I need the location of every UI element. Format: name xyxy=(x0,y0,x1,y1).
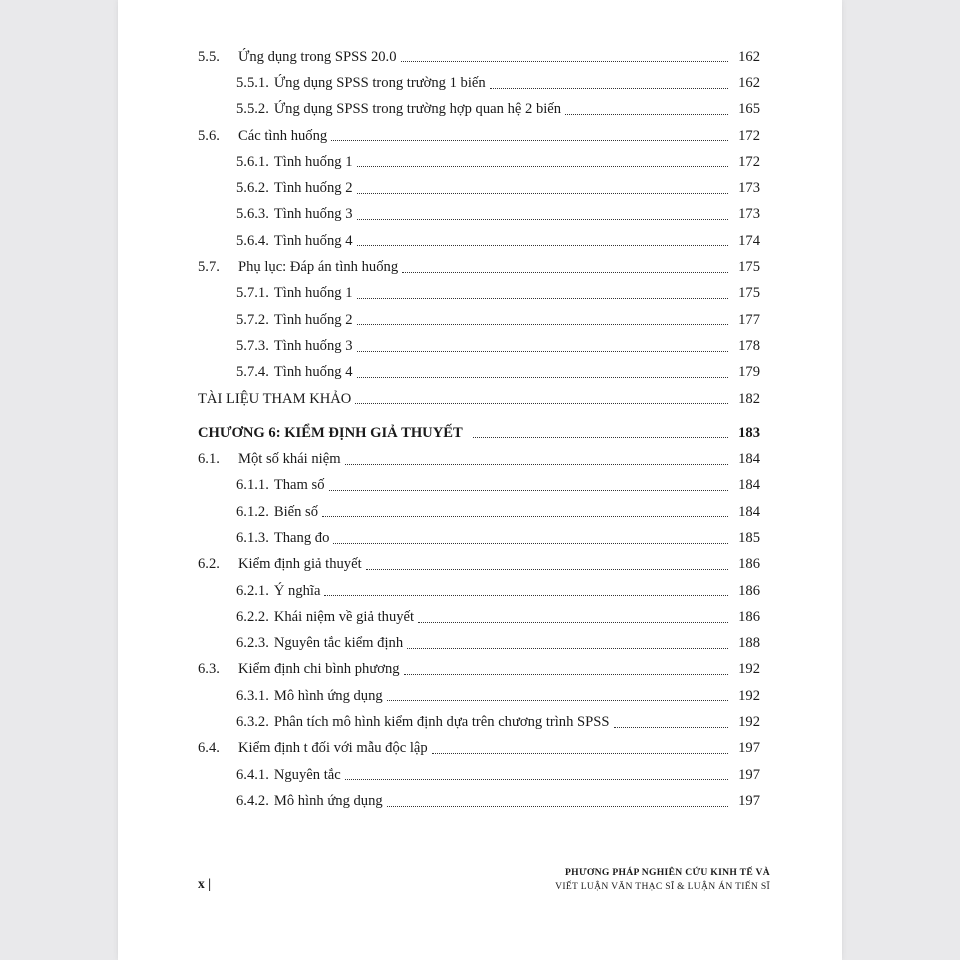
dot-leader xyxy=(324,595,728,596)
toc-entry xyxy=(198,446,760,472)
toc-entry-number: 5.6.2. xyxy=(236,180,269,197)
toc-entry xyxy=(198,360,760,386)
dot-leader xyxy=(357,298,729,299)
toc-entry xyxy=(198,709,760,735)
dot-leader xyxy=(357,245,729,246)
toc-entry-page: 192 xyxy=(738,687,760,704)
toc-entry xyxy=(198,44,760,70)
dot-leader xyxy=(357,166,729,167)
dot-leader xyxy=(333,543,728,544)
toc-entry xyxy=(198,202,760,228)
dot-leader xyxy=(407,648,728,649)
toc-entry-page: 177 xyxy=(738,311,760,328)
footer-title-line-1: PHƯƠNG PHÁP NGHIÊN CỨU KINH TẾ VÀ xyxy=(565,867,770,878)
dot-leader xyxy=(355,403,728,404)
toc-entry-title: TÀI LIỆU THAM KHẢO xyxy=(198,390,352,407)
dot-leader xyxy=(401,61,728,62)
dot-leader xyxy=(357,193,729,194)
toc-entry-page: 197 xyxy=(738,766,760,783)
toc-entry-page: 183 xyxy=(738,424,760,441)
toc-entry-title: Thang đo xyxy=(273,529,330,546)
toc-entry-page: 173 xyxy=(738,180,760,197)
toc-entry-page: 173 xyxy=(738,206,760,223)
toc-entry-page: 175 xyxy=(738,285,760,302)
toc-entry-title: Một số khái niệm xyxy=(238,451,341,468)
toc-entry xyxy=(198,420,760,446)
toc-entry-title: Nguyên tắc xyxy=(273,766,341,783)
toc-entry-number: 6.1.3. xyxy=(236,529,269,546)
toc-entry-number: 5.7.2. xyxy=(236,311,269,328)
dot-leader xyxy=(614,727,728,728)
toc-entry-title: Ứng dụng SPSS trong trường hợp quan hệ 2 biến xyxy=(273,101,562,118)
toc-entry-title: Tình huống 2 xyxy=(273,311,353,328)
dot-leader xyxy=(387,700,728,701)
toc-entry xyxy=(198,631,760,657)
toc-entry-number: 6.3. xyxy=(198,661,220,678)
toc-entry xyxy=(198,386,760,412)
toc-entry-page: 188 xyxy=(738,635,760,652)
dot-leader xyxy=(402,272,728,273)
toc-entry-page: 172 xyxy=(738,127,760,144)
toc-entry-title: Phụ lục: Đáp án tình huống xyxy=(238,259,399,276)
dot-leader xyxy=(490,88,728,89)
toc-entry-title: Kiểm định t đối với mẫu độc lập xyxy=(238,740,428,757)
toc-entry-title: Mô hình ứng dụng xyxy=(273,792,383,809)
toc-entry-title: Biến số xyxy=(273,503,319,520)
toc-entry-number: 5.7. xyxy=(198,259,220,276)
toc-entry-page: 185 xyxy=(738,529,760,546)
toc-entry-number: 5.6. xyxy=(198,127,220,144)
toc-entry xyxy=(198,307,760,333)
toc-entry xyxy=(198,499,760,525)
document-page xyxy=(118,0,842,960)
toc-entry xyxy=(198,70,760,96)
page-number: x | xyxy=(198,876,212,891)
toc-entry-page: 179 xyxy=(738,364,760,381)
toc-entry-page: 174 xyxy=(738,232,760,249)
toc-entry-number: 5.7.4. xyxy=(236,364,269,381)
toc-entry-title: Ý nghĩa xyxy=(273,582,321,599)
dot-leader xyxy=(473,437,728,438)
toc-entry-page: 184 xyxy=(738,503,760,520)
toc-entry-number: 5.7.1. xyxy=(236,285,269,302)
toc-entry xyxy=(198,736,760,762)
toc-entry xyxy=(198,281,760,307)
toc-entry-number: 6.1.2. xyxy=(236,503,269,520)
toc-entry-page: 197 xyxy=(738,792,760,809)
toc-entry-page: 182 xyxy=(738,390,760,407)
dot-leader xyxy=(357,377,729,378)
toc-entry-page: 178 xyxy=(738,337,760,354)
toc-entry-title: Ứng dụng trong SPSS 20.0 xyxy=(238,48,397,65)
toc-entry xyxy=(198,123,760,149)
dot-leader xyxy=(418,622,728,623)
toc-entry xyxy=(198,552,760,578)
toc-entry-title: Mô hình ứng dụng xyxy=(273,687,383,704)
toc-entry-number: 6.3.1. xyxy=(236,687,269,704)
toc-entry xyxy=(198,762,760,788)
dot-leader xyxy=(404,674,728,675)
dot-leader xyxy=(357,219,729,220)
dot-leader xyxy=(331,140,728,141)
toc-entry-page: 192 xyxy=(738,714,760,731)
toc-entry-number: 6.1.1. xyxy=(236,477,269,494)
running-footer xyxy=(555,866,770,894)
toc-entry-number: 5.6.3. xyxy=(236,206,269,223)
toc-entry-number: 6.2.1. xyxy=(236,582,269,599)
toc-entry-number: 5.6.4. xyxy=(236,232,269,249)
toc-entry-page: 172 xyxy=(738,153,760,170)
table-of-contents xyxy=(198,44,760,815)
toc-entry xyxy=(198,228,760,254)
toc-entry-number: 6.3.2. xyxy=(236,714,269,731)
toc-entry-page: 186 xyxy=(738,582,760,599)
toc-entry-title: CHƯƠNG 6: KIỂM ĐỊNH GIẢ THUYẾT xyxy=(198,424,463,441)
toc-entry-page: 197 xyxy=(738,740,760,757)
dot-leader xyxy=(565,114,728,115)
toc-entry-number: 5.5.1. xyxy=(236,74,269,91)
toc-entry xyxy=(198,578,760,604)
toc-entry-page: 186 xyxy=(738,556,760,573)
toc-entry xyxy=(198,149,760,175)
toc-entry-number: 5.5. xyxy=(198,48,220,65)
toc-entry xyxy=(198,175,760,201)
dot-leader xyxy=(357,324,729,325)
dot-leader xyxy=(366,569,728,570)
toc-entry xyxy=(198,473,760,499)
toc-entry-number: 6.1. xyxy=(198,451,220,468)
toc-entry-number: 5.5.2. xyxy=(236,101,269,118)
toc-entry xyxy=(198,604,760,630)
toc-entry-title: Ứng dụng SPSS trong trường 1 biến xyxy=(273,74,486,91)
toc-entry-title: Các tình huống xyxy=(238,127,328,144)
dot-leader xyxy=(432,753,728,754)
toc-entry-title: Tình huống 4 xyxy=(273,232,353,249)
toc-entry-number: 5.7.3. xyxy=(236,337,269,354)
footer-title-line-2: VIẾT LUẬN VĂN THẠC SĨ & LUẬN ÁN TIẾN SĨ xyxy=(555,881,770,892)
toc-entry-title: Tình huống 3 xyxy=(273,206,353,223)
toc-entry xyxy=(198,657,760,683)
toc-entry-title: Tình huống 1 xyxy=(273,285,353,302)
toc-entry-title: Phân tích mô hình kiểm định dựa trên chương trình SPSS xyxy=(273,714,610,731)
toc-entry-number: 6.2. xyxy=(198,556,220,573)
toc-entry-page: 184 xyxy=(738,451,760,468)
toc-entry-title: Tình huống 1 xyxy=(273,153,353,170)
toc-entry xyxy=(198,254,760,280)
dot-leader xyxy=(345,779,728,780)
toc-entry-number: 6.4.1. xyxy=(236,766,269,783)
toc-entry-title: Kiểm định chi bình phương xyxy=(238,661,400,678)
toc-entry-page: 165 xyxy=(738,101,760,118)
toc-entry xyxy=(198,683,760,709)
toc-entry-number: 6.4.2. xyxy=(236,792,269,809)
toc-entry xyxy=(198,788,760,814)
toc-entry-title: Nguyên tắc kiểm định xyxy=(273,635,404,652)
toc-entry-page: 186 xyxy=(738,608,760,625)
dot-leader xyxy=(387,806,728,807)
toc-entry-page: 184 xyxy=(738,477,760,494)
toc-entry xyxy=(198,97,760,123)
toc-entry-number: 6.2.2. xyxy=(236,608,269,625)
dot-leader xyxy=(322,516,728,517)
dot-leader xyxy=(345,464,728,465)
toc-entry xyxy=(198,333,760,359)
toc-entry-page: 162 xyxy=(738,48,760,65)
toc-entry-page: 175 xyxy=(738,259,760,276)
toc-entry-title: Tình huống 3 xyxy=(273,337,353,354)
toc-entry-title: Tình huống 4 xyxy=(273,364,353,381)
toc-entry-title: Kiểm định giả thuyết xyxy=(238,556,362,573)
dot-leader xyxy=(357,351,729,352)
dot-leader xyxy=(329,490,728,491)
toc-entry-number: 6.2.3. xyxy=(236,635,269,652)
toc-entry-number: 5.6.1. xyxy=(236,153,269,170)
toc-entry-page: 162 xyxy=(738,74,760,91)
toc-entry-title: Tình huống 2 xyxy=(273,180,353,197)
toc-entry-title: Khái niệm về giả thuyết xyxy=(273,608,415,625)
toc-entry-title: Tham số xyxy=(273,477,325,494)
toc-entry-page: 192 xyxy=(738,661,760,678)
toc-entry-number: 6.4. xyxy=(198,740,220,757)
toc-entry xyxy=(198,525,760,551)
